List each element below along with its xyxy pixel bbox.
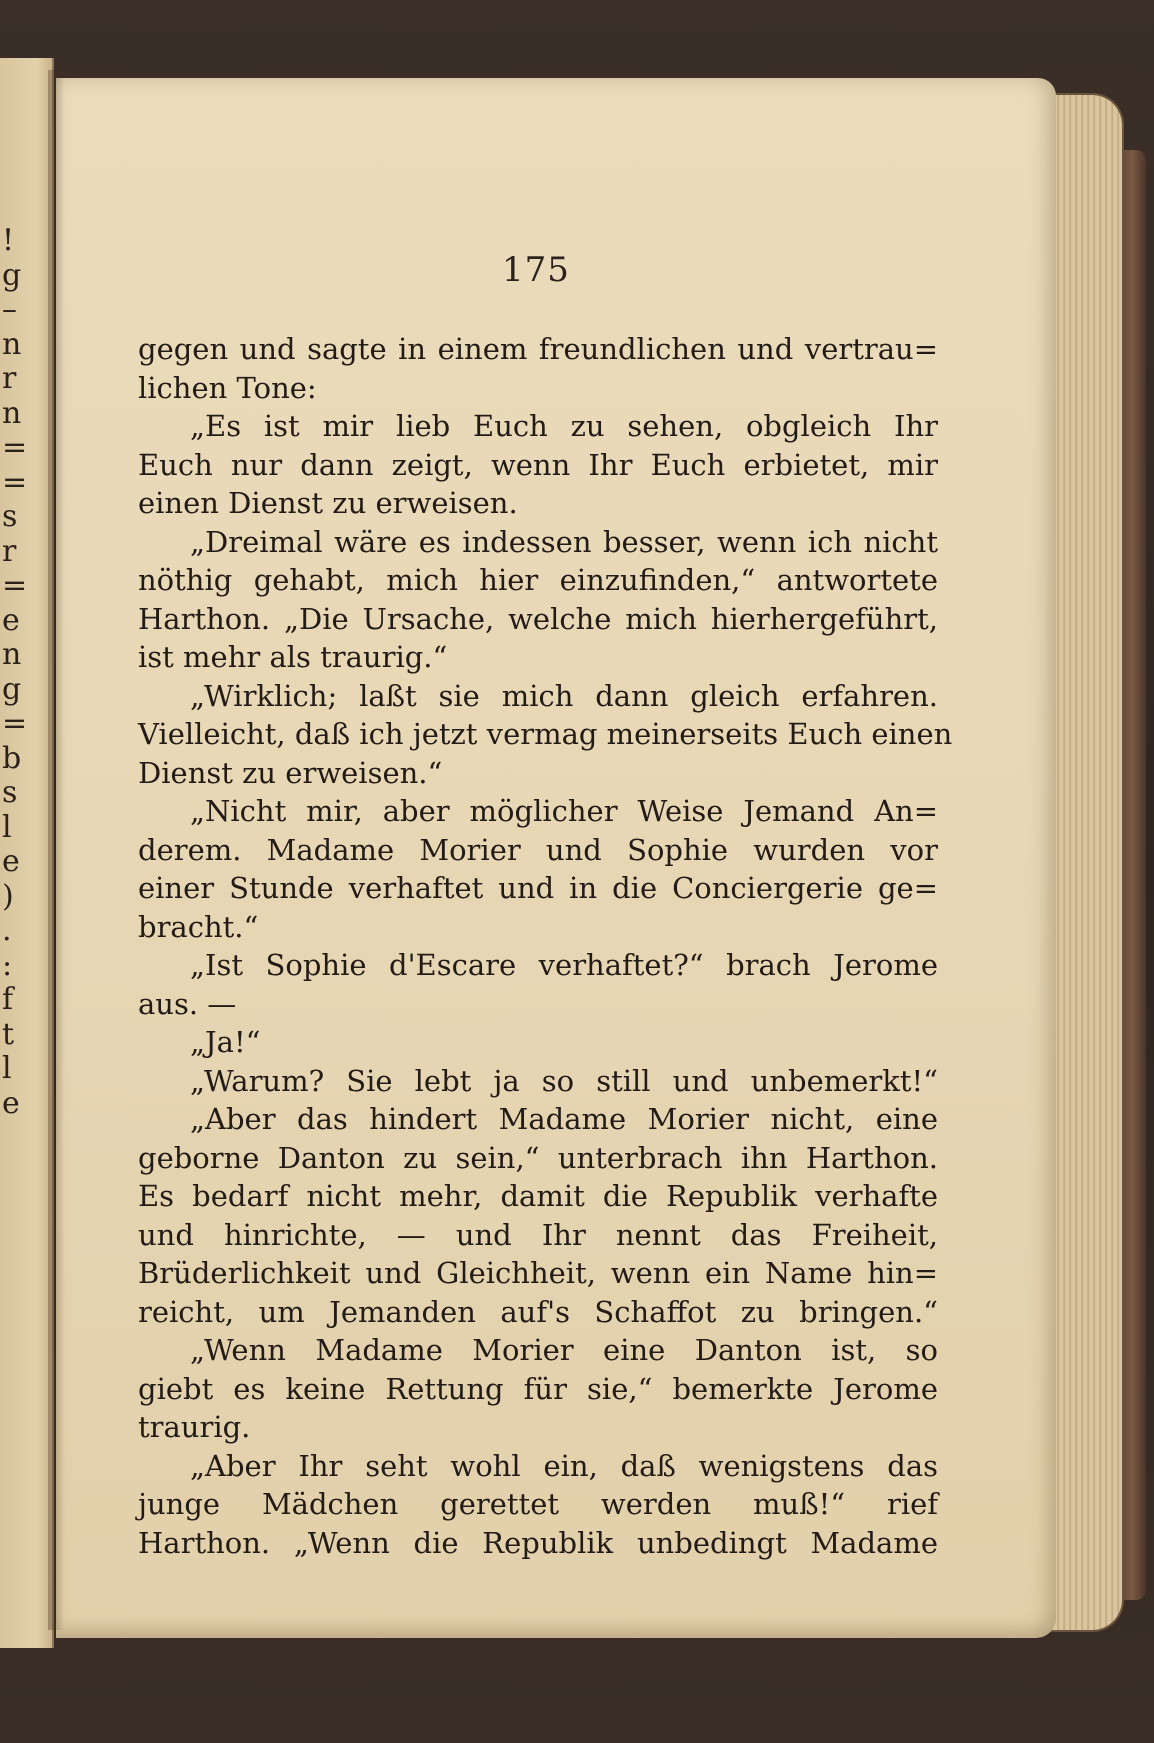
page-number: 175 [502,250,570,290]
text-line: „Nicht mir, aber möglicher Weise Jemand An= [190,794,938,828]
text-line: aus. — [138,986,237,1021]
text-line: Vielleicht, daß ich jetzt vermag meinerseits Euch einen [138,717,953,751]
text-line: und hinrichte, — und Ihr nennt das Freiheit, [138,1217,938,1252]
left-page-fragment: : [2,947,13,983]
left-page-fragment: n [2,637,22,672]
left-page-fragment: = [2,430,28,465]
text-line: Harthon. „Die Ursache, welche mich hierhergeführt, [138,601,938,636]
left-page-fragment: e [2,844,20,879]
text-line: traurig. [138,1410,251,1444]
page-gutter-shadow [48,70,64,1630]
text-line: Harthon. „Wenn die Republik unbedingt Madame [138,1525,938,1560]
text-line: Dienst zu erweisen.“ [138,755,443,790]
left-page-fragment: s [2,775,18,810]
left-page-fragment: ) [2,878,14,914]
left-page-fragment: n [2,395,22,431]
text-line: „Es ist mir lieb Euch zu sehen, obgleich Ihr [190,409,938,443]
text-line: nöthig gehabt, mich hier einzufinden,“ antwortete [138,563,938,597]
text-line: geborne Danton zu sein,“ unterbrach ihn Harthon. [138,1140,938,1175]
text-line: bracht.“ [138,909,259,944]
left-page-fragment: t [2,1016,15,1052]
text-line: „Ja!“ [190,1025,261,1059]
text-line: gegen und sagte in einem freundlichen und vertrau= [138,332,938,366]
text-line: einer Stunde verhaftet und in die Conciergerie ge= [138,871,938,905]
left-facing-page [0,58,54,1648]
left-page-fragment: g [2,671,22,707]
left-page-fragment: e [2,602,20,638]
text-line: „Aber Ihr seht wohl ein, daß wenigstens das [190,1448,938,1483]
text-line: Es bedarf nicht mehr, damit die Republik verhafte [138,1179,938,1213]
text-line: Euch nur dann zeigt, wenn Ihr Euch erbietet, mir [138,447,938,482]
text-line: „Ist Sophie d'Escare verhaftet?“ brach Jerome [190,948,938,982]
left-page-fragment: ! [2,223,15,258]
text-line: lichen Tone: [138,370,317,405]
left-page-fragment: r [2,361,17,396]
text-line: „Warum? Sie lebt ja so still und unbemerkt!“ [190,1063,938,1098]
left-page-fragment: n [2,326,22,362]
left-page-fragment: f [2,982,14,1017]
text-line: einen Dienst zu erweisen. [138,486,518,520]
left-page-fragment: = [2,568,28,603]
left-page-fragment: – [2,292,17,327]
left-page-fragment: e [2,1085,20,1121]
left-page-fragment: l [2,1051,12,1086]
left-page-fragment: r [2,533,17,569]
book-spine-edge [1118,150,1146,1600]
left-page-fragment: l [2,809,12,845]
text-line: „Wenn Madame Morier eine Danton ist, so [190,1333,938,1367]
left-page-fragment: b [2,740,22,776]
left-page-fragment: = [2,464,28,500]
left-page-fragment: s [2,499,18,534]
left-page-fragment: g [2,257,22,293]
text-line: „Wirklich; laßt sie mich dann gleich erfahren. [190,678,938,713]
text-line: reicht, um Jemanden auf's Schaffot zu bringen.“ [138,1294,938,1329]
text-line: Brüderlichkeit und Gleichheit, wenn ein Name hin= [138,1256,938,1290]
left-page-fragment: . [2,913,12,948]
text-line: derem. Madame Morier und Sophie wurden vor [138,832,938,867]
text-line: junge Mädchen gerettet werden muß!“ rief [138,1487,938,1521]
book-page [56,78,1056,1638]
left-page-fragment: = [2,706,28,741]
text-line: giebt es keine Rettung für sie,“ bemerkte Jerome [138,1371,938,1406]
text-line: „Aber das hindert Madame Morier nicht, eine [190,1102,938,1136]
text-line: ist mehr als traurig.“ [138,640,448,674]
text-line: „Dreimal wäre es indessen besser, wenn ich nicht [190,524,938,559]
page-text [138,330,953,1562]
